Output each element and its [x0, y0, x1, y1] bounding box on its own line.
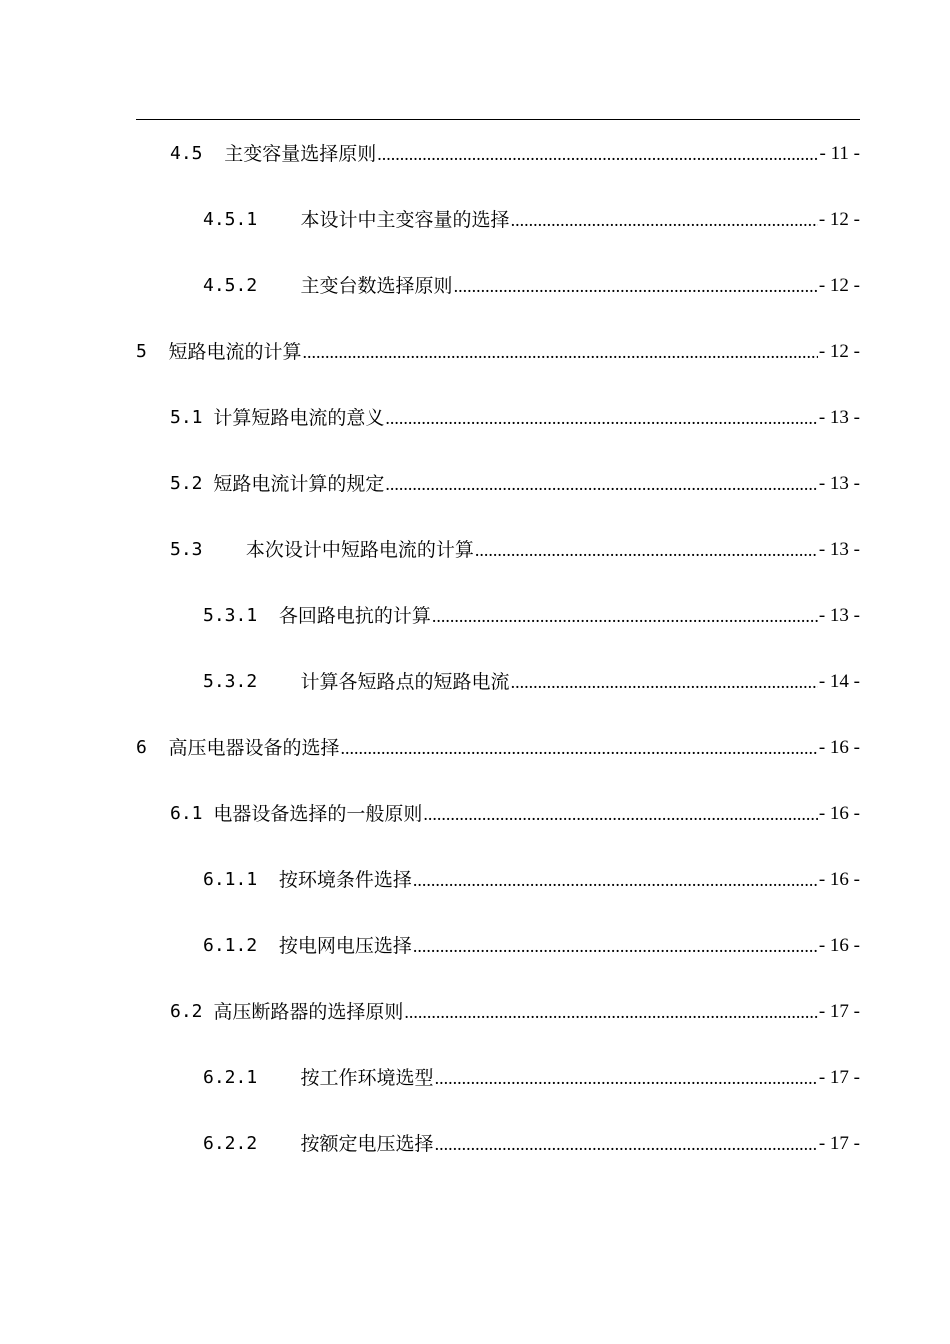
toc-entry-number: 4.5.2: [203, 275, 258, 296]
toc-entry-page: - 13 -: [818, 605, 860, 626]
toc-entry-page: - 12 -: [818, 275, 860, 296]
toc-entry-number: 6: [136, 737, 147, 758]
toc-entry-number: 5.3: [170, 539, 203, 560]
toc-leader-dots: [404, 1000, 817, 1024]
toc-leader-dots: [511, 670, 818, 694]
toc-leader-dots: [435, 1066, 818, 1090]
toc-entry-title: 各回路电抗的计算: [278, 605, 431, 627]
toc-leader-dots: [454, 274, 818, 298]
toc-entry-page: - 12 -: [818, 209, 860, 230]
toc-entry-title: 按电网电压选择: [278, 935, 412, 957]
toc-entry-page: - 13 -: [818, 473, 860, 494]
toc-leader-dots: [377, 142, 818, 166]
toc-entry-5-3-1[interactable]: [203, 598, 860, 628]
toc-entry-page: - 12 -: [818, 341, 860, 362]
toc-entry-title: 短路电流的计算: [168, 341, 302, 363]
toc-leader-dots: [303, 340, 818, 364]
toc-entry-page: - 17 -: [818, 1133, 860, 1154]
toc-entry-title: 本设计中主变容量的选择: [300, 209, 510, 231]
toc-entry-number: 6.2.1: [203, 1067, 258, 1088]
toc-leader-dots: [341, 736, 818, 760]
toc-entry-title: 按额定电压选择: [300, 1133, 434, 1155]
toc-entry-page: - 17 -: [818, 1067, 860, 1088]
toc-entry-4-5-2[interactable]: [203, 268, 860, 298]
toc-entry-6-1-1[interactable]: [203, 862, 860, 892]
toc-entry-4-5[interactable]: [170, 136, 860, 166]
toc-entry-6-1-2[interactable]: [203, 928, 860, 958]
toc-leader-dots: [423, 802, 817, 826]
toc-entry-page: - 16 -: [818, 869, 860, 890]
toc-entry-5-3[interactable]: [170, 532, 860, 562]
toc-entry-page: - 14 -: [818, 671, 860, 692]
toc-entry-title: 计算各短路点的短路电流: [300, 671, 510, 693]
toc-entry-page: - 16 -: [818, 803, 860, 824]
toc-entry-number: 5.1: [170, 407, 203, 428]
toc-entry-page: - 13 -: [818, 407, 860, 428]
toc-entry-6-2-2[interactable]: [203, 1126, 860, 1156]
toc-leader-dots: [413, 868, 818, 892]
toc-leader-dots: [385, 406, 817, 430]
toc-entry-page: - 17 -: [818, 1001, 860, 1022]
toc-leader-dots: [475, 538, 818, 562]
toc-entry-number: 6.1.2: [203, 935, 258, 956]
toc-entry-title: 按环境条件选择: [278, 869, 412, 891]
toc-entry-6-1[interactable]: [170, 796, 860, 826]
toc-entry-title: 主变台数选择原则: [300, 275, 453, 297]
toc-entry-number: 5.3.1: [203, 605, 258, 626]
toc-entry-title: 主变容量选择原则: [224, 143, 377, 165]
toc-entry-page: - 16 -: [818, 935, 860, 956]
toc-leader-dots: [413, 934, 818, 958]
toc-entry-5[interactable]: [136, 334, 860, 364]
toc-entry-6-2[interactable]: [170, 994, 860, 1024]
toc-entry-number: 5: [136, 341, 147, 362]
toc-entry-title: 高压电器设备的选择: [168, 737, 340, 759]
toc-entry-title: 本次设计中短路电流的计算: [245, 539, 474, 561]
toc-entry-page: - 13 -: [818, 539, 860, 560]
toc-entry-number: 6.1.1: [203, 869, 258, 890]
toc-entry-title: 按工作环境选型: [300, 1067, 434, 1089]
toc-entry-page: - 16 -: [818, 737, 860, 758]
toc-entry-number: 4.5.1: [203, 209, 258, 230]
toc-entry-number: 6.2.2: [203, 1133, 258, 1154]
toc-entry-5-3-2[interactable]: [203, 664, 860, 694]
toc-entry-page: - 11 -: [819, 143, 860, 164]
toc-leader-dots: [511, 208, 818, 232]
toc-leader-dots: [432, 604, 818, 628]
toc-leader-dots: [385, 472, 817, 496]
toc-entry-6[interactable]: [136, 730, 860, 760]
toc-entry-title: 短路电流计算的规定: [213, 473, 385, 495]
toc-entry-title: 高压断路器的选择原则: [213, 1001, 404, 1023]
toc-entry-6-2-1[interactable]: [203, 1060, 860, 1090]
toc-entry-number: 6.2: [170, 1001, 203, 1022]
toc-entry-number: 4.5: [170, 143, 203, 164]
toc-entry-number: 6.1: [170, 803, 203, 824]
toc-entry-5-2[interactable]: [170, 466, 860, 496]
toc-leader-dots: [435, 1132, 818, 1156]
toc-entry-5-1[interactable]: [170, 400, 860, 430]
toc-entry-title: 计算短路电流的意义: [213, 407, 385, 429]
toc-entry-number: 5.3.2: [203, 671, 258, 692]
toc-entry-title: 电器设备选择的一般原则: [213, 803, 423, 825]
toc-entry-number: 5.2: [170, 473, 203, 494]
toc-entry-4-5-1[interactable]: [203, 202, 860, 232]
